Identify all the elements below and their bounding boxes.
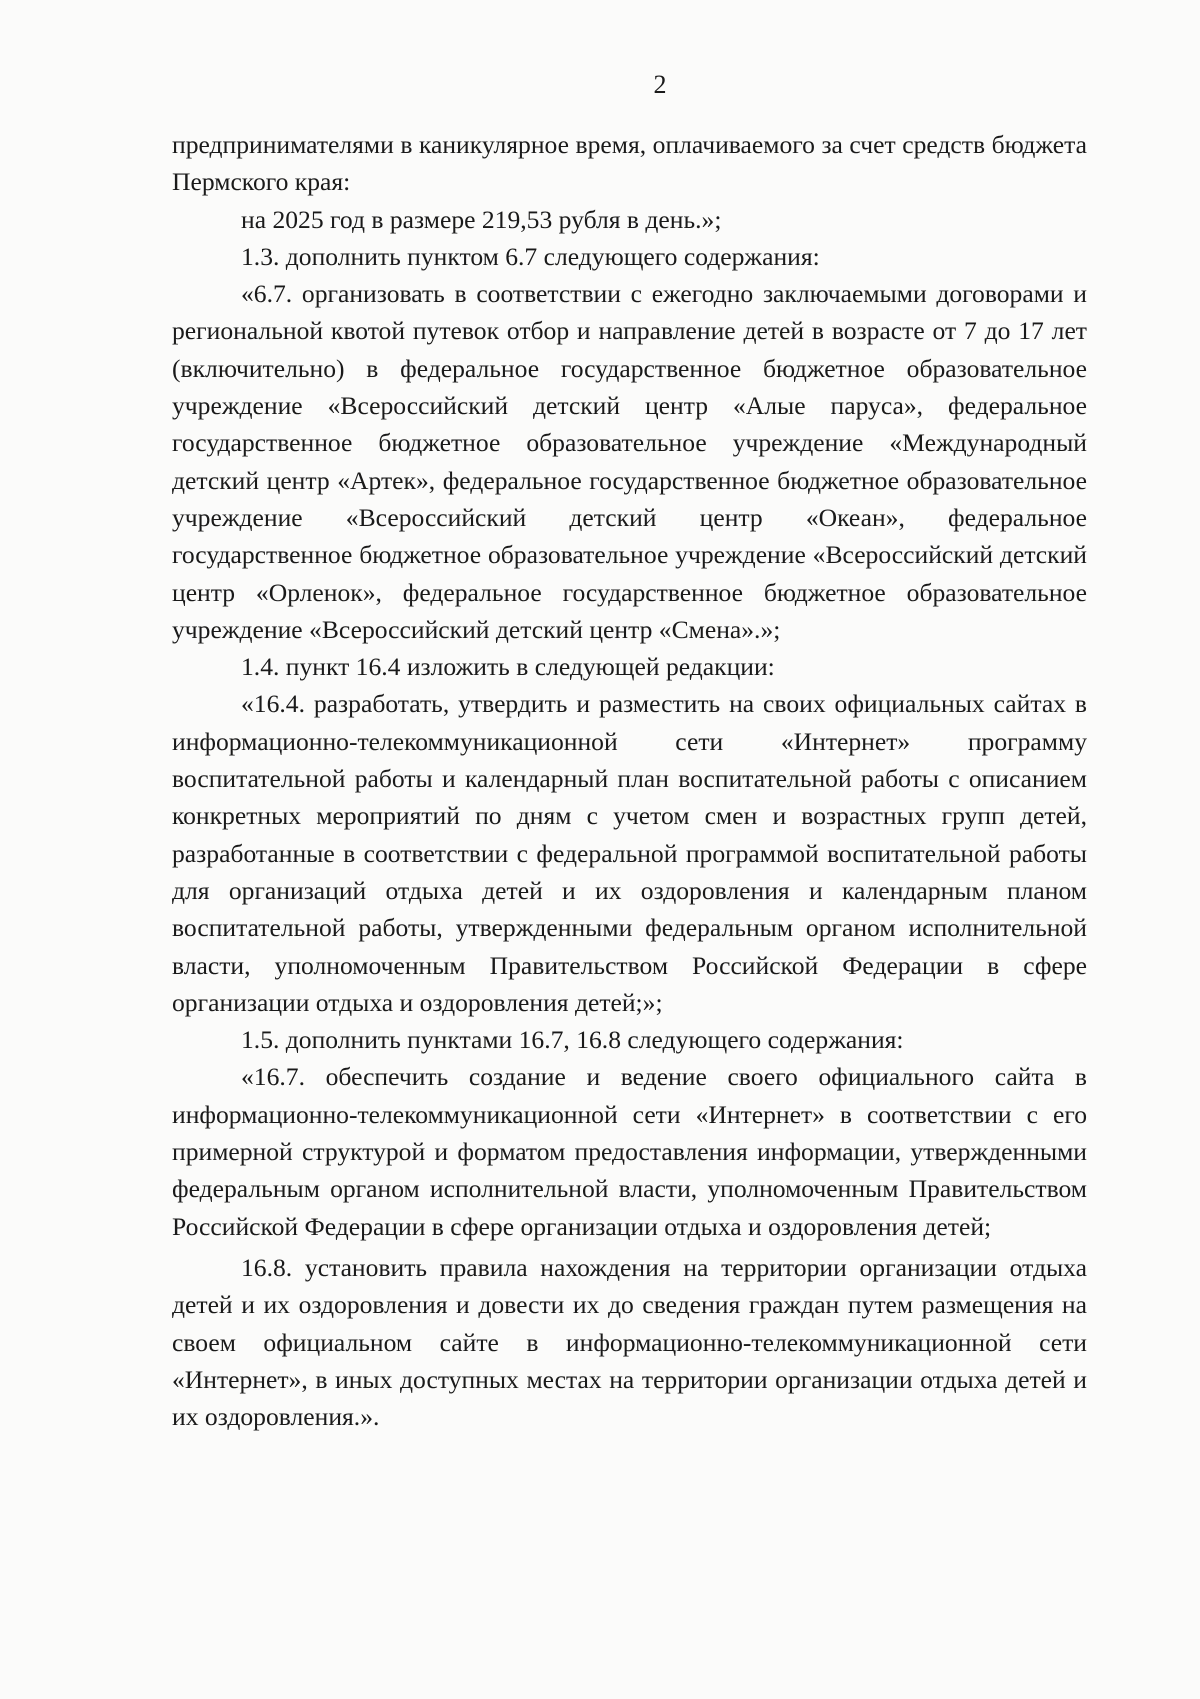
paragraph-clause-6-7: «6.7. организовать в соответствии с ежегодно заключаемыми договорами и региональной квотой путевок отбор и направление детей в возрасте от 7 до 17 лет (включительно) в федеральное государственное бюджетное образовательное учреждение «Всероссийский детский центр «Алые паруса», федеральное государственное бюджетное образовательное учреждение «Международный детский центр «Артек», федеральное государственное бюджетное образовательное учреждение «Всероссийский детский центр «Океан», федеральное государственное бюджетное образовательное учреждение «Всероссийский детский центр «Орленок», федеральное государственное бюджетное образовательное учреждение «Всероссийский детский центр «Смена».»; — [172, 279, 1087, 644]
paragraph-rate-2025: на 2025 год в размере 219,53 рубля в день.»; — [241, 204, 722, 234]
paragraph-item-1-4: 1.4. пункт 16.4 изложить в следующей редакции: — [241, 652, 775, 682]
document-body — [172, 126, 1087, 1435]
paragraph-continuation: предпринимателями в каникулярное время, оплачиваемого за счет средств бюджета Пермского края: — [172, 130, 1087, 197]
paragraph-item-1-3: 1.3. дополнить пунктом 6.7 следующего содержания: — [241, 241, 820, 271]
paragraph-clause-16-8: 16.8. установить правила нахождения на территории организации отдыха детей и их оздоровления и довести их до сведения граждан путем размещения на своем официальном сайте в информационно-телекоммуникационной сети «Интернет», в иных доступных местах на территории организации отдыха детей и их оздоровления.». — [172, 1252, 1087, 1432]
paragraph-item-1-5: 1.5. дополнить пунктами 16.7, 16.8 следующего содержания: — [241, 1025, 904, 1055]
paragraph-clause-16-7: «16.7. обеспечить создание и ведение своего официального сайта в информационно-телекоммуникационной сети «Интернет» в соответствии с его примерной структурой и форматом предоставления информации, утвержденными федеральным органом исполнительной власти, уполномоченным Правительством Российской Федерации в сфере организации отдыха и оздоровления детей; — [172, 1062, 1087, 1241]
page-number: 2 — [653, 70, 667, 99]
paragraph-clause-16-4: «16.4. разработать, утвердить и разместить на своих официальных сайтах в информационно-телекоммуникационной сети «Интернет» программу воспитательной работы и календарный план воспитательной работы с описанием конкретных мероприятий по дням с учетом смен и возрастных групп детей, разработанные в соответствии с федеральной программой воспитательной работы для организаций отдыха детей и их оздоровления и календарным планом воспитательной работы, утвержденными федеральным органом исполнительной власти, уполномоченным Правительством Российской Федерации в сфере организации отдыха и оздоровления детей;»; — [172, 689, 1087, 1017]
